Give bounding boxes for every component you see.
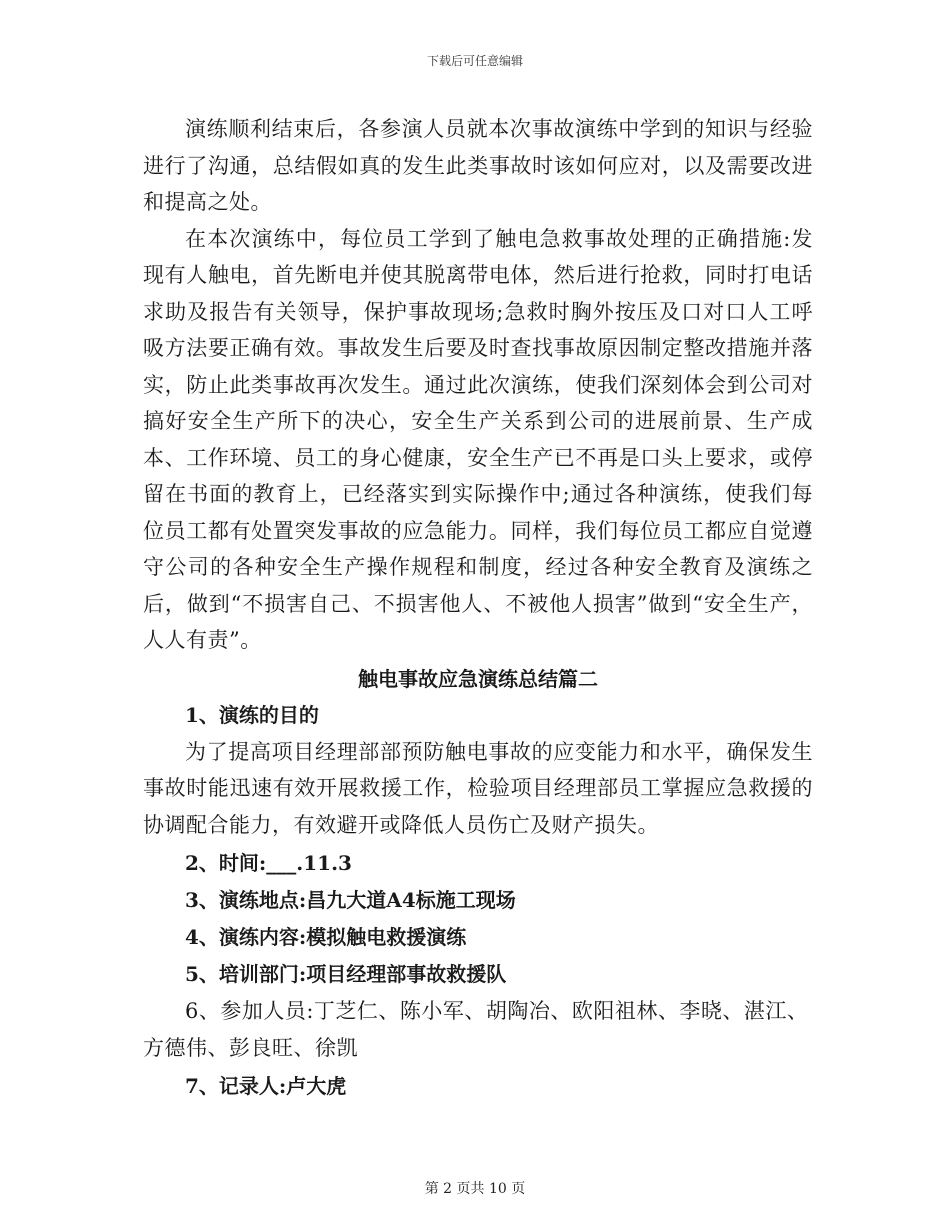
paragraph-lessons: 在本次演练中，每位员工学到了触电急救事故处理的正确措施:发现有人触电，首先断电并使其脱离带电体，然后进行抢救，同时打电话求助及报告有关领导，保护事故现场;急救时胸外按压及口对口人工呼吸方法要正确有效。事故发生后要及时查找事故原因制定整改措施并落实，防止此类事故再次发生。通过此次演练，使我们深刻体会到公司对搞好安全生产所下的决心，安全生产关系到公司的进展前景、生产成本、工作环境、员工的身心健康，安全生产已不再是口头上要求，或停留在书面的教育上，已经落实到实际操作中;通过各种演练，使我们每位员工都有处置突发事故的应急能力。同样，我们每位员工都应自觉遵守公司的各种安全生产操作规程和制度，经过各种安全教育及演练之后，做到“不损害自己、不损害他人、不被他人损害”做到“安全生产，人人有责”。 bbox=[143, 226, 813, 652]
section-title: 触电事故应急演练总结篇二 bbox=[358, 666, 598, 691]
item-content: 4、演练内容:模拟触电救援演练 bbox=[185, 925, 467, 949]
item-time: 2、时间:___.11.3 bbox=[185, 851, 352, 875]
document-body bbox=[143, 111, 813, 1105]
paragraph-purpose: 为了提高项目经理部部预防触电事故的应变能力和水平，确保发生事故时能迅速有效开展救援工作，检验项目经理部员工掌握应急救援的协调配合能力，有效避开或降低人员伤亡及财产损失。 bbox=[143, 739, 813, 837]
paragraph-summary: 演练顺利结束后，各参演人员就本次事故演练中学到的知识与经验进行了沟通，总结假如真的发生此类事故时该如何应对，以及需要改进和提高之处。 bbox=[143, 117, 813, 214]
page-header: 下载后可任意编辑 bbox=[426, 54, 523, 68]
item-department: 5、培训部门:项目经理部事故救援队 bbox=[185, 962, 507, 986]
page-footer: 第 2 页共 10 页 bbox=[424, 1181, 526, 1197]
item-location: 3、演练地点:昌九大道A4标施工现场 bbox=[185, 888, 516, 912]
item-recorder: 7、记录人:卢大虎 bbox=[185, 1074, 347, 1098]
item-participants: 6、参加人员:丁芝仁、陈小军、胡陶冶、欧阳祖林、李晓、湛江、方德伟、彭良旺、徐凯 bbox=[143, 999, 809, 1060]
item-purpose-heading: 1、演练的目的 bbox=[185, 702, 319, 727]
